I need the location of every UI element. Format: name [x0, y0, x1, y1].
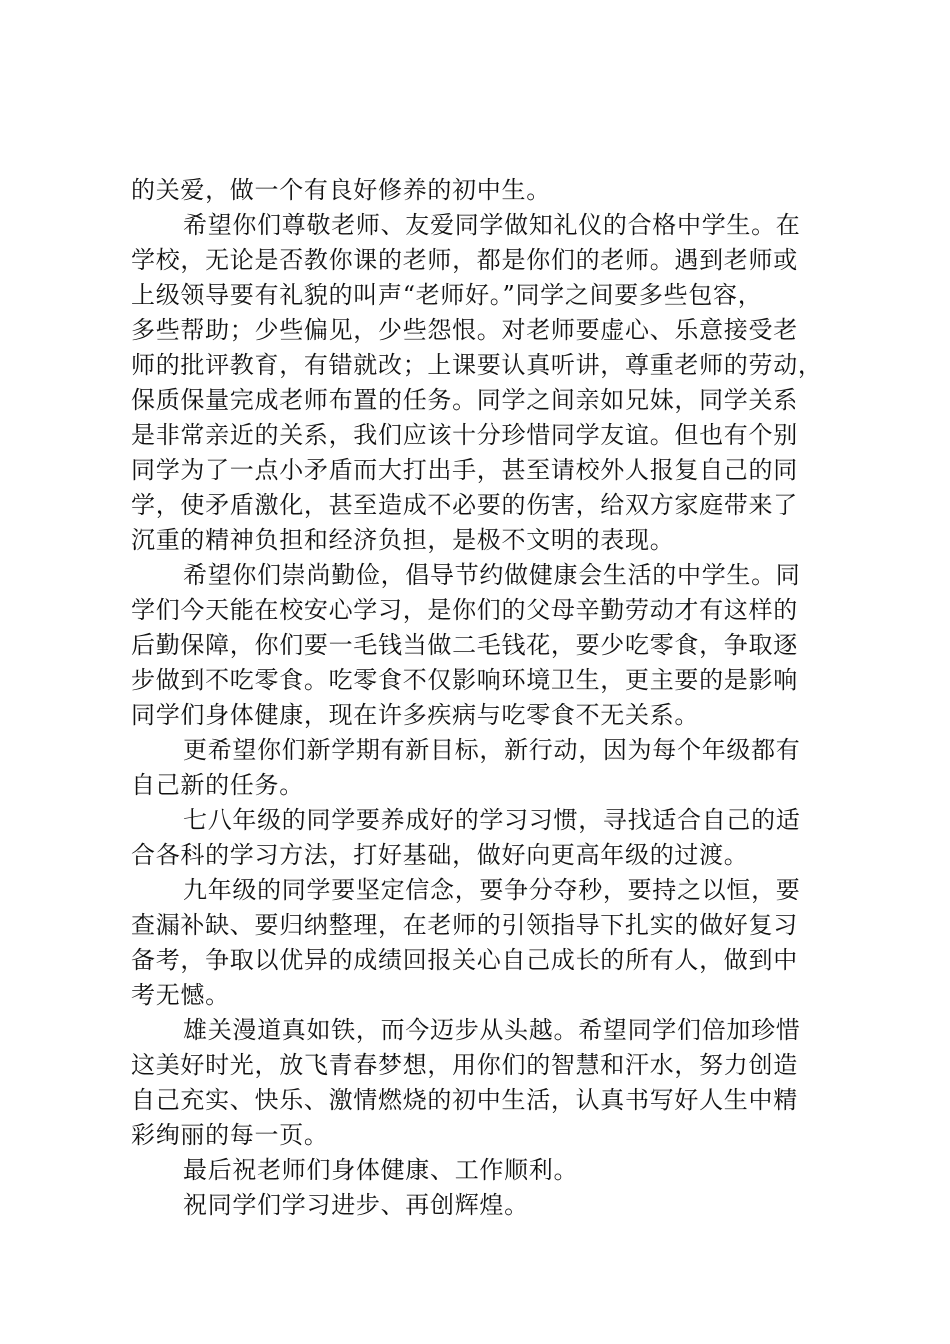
- text-line: 同学为了一点小矛盾而大打出手，甚至请校外人报复自己的同: [131, 456, 798, 484]
- text-line: 希望你们崇尚勤俭，倡导节约做健康会生活的中学生。同: [183, 561, 801, 589]
- text-line: 祝同学们学习进步、再创辉煌。: [183, 1191, 529, 1219]
- text-line: 步做到不吃零食。吃零食不仅影响环境卫生，更主要的是影响: [131, 666, 798, 694]
- text-line: 查漏补缺、要归纳整理，在老师的引领指导下扎实的做好复习: [131, 911, 798, 939]
- text-line: 雄关漫道真如铁，而今迈步从头越。希望同学们倍加珍惜: [183, 1016, 801, 1044]
- text-line: 是非常亲近的关系，我们应该十分珍惜同学友谊。但也有个别: [131, 421, 798, 449]
- text-line: 师的批评教育，有错就改；上课要认真听讲，尊重老师的劳动，: [131, 351, 823, 379]
- text-line: 学们今天能在校安心学习，是你们的父母辛勤劳动才有这样的: [131, 596, 798, 624]
- text-line: 上级领导要有礼貌的叫声“老师好。”同学之间要多些包容，: [131, 281, 763, 309]
- text-line: 自己充实、快乐、激情燃烧的初中生活，认真书写好人生中精: [131, 1086, 798, 1114]
- text-line: 同学们身体健康，现在许多疾病与吃零食不无关系。: [131, 701, 700, 729]
- text-line: 更希望你们新学期有新目标，新行动，因为每个年级都有: [183, 736, 801, 764]
- text-line: 自己新的任务。: [131, 771, 304, 799]
- text-line: 九年级的同学要坚定信念，要争分夺秒，要持之以恒，要: [183, 876, 801, 904]
- text-line: 后勤保障，你们要一毛钱当做二毛钱花，要少吃零食，争取逐: [131, 631, 798, 659]
- text-line: 这美好时光，放飞青春梦想，用你们的智慧和汗水，努力创造: [131, 1051, 798, 1079]
- text-line: 考无憾。: [131, 981, 230, 1009]
- document-page: [131, 173, 831, 1223]
- text-line: 沉重的精神负担和经济负担，是极不文明的表现。: [131, 526, 675, 554]
- text-line: 保质保量完成老师布置的任务。同学之间亲如兄妹，同学关系: [131, 386, 798, 414]
- text-line: 学校，无论是否教你课的老师，都是你们的老师。遇到老师或: [131, 246, 798, 274]
- text-line: 合各科的学习方法，打好基础，做好向更高年级的过渡。: [131, 841, 749, 869]
- text-line: 七八年级的同学要养成好的学习习惯，寻找适合自己的适: [183, 806, 801, 834]
- text-line: 备考，争取以优异的成绩回报关心自己成长的所有人，做到中: [131, 946, 798, 974]
- text-line: 彩绚丽的每一页。: [131, 1121, 329, 1149]
- text-line: 多些帮助；少些偏见，少些怨恨。对老师要虚心、乐意接受老: [131, 316, 798, 344]
- text-line: 的关爱，做一个有良好修养的初中生。: [131, 176, 551, 204]
- text-line: 学，使矛盾激化，甚至造成不必要的伤害，给双方家庭带来了: [131, 491, 798, 519]
- text-line: 最后祝老师们身体健康、工作顺利。: [183, 1156, 579, 1184]
- text-line: 希望你们尊敬老师、友爱同学做知礼仪的合格中学生。在: [183, 211, 801, 239]
